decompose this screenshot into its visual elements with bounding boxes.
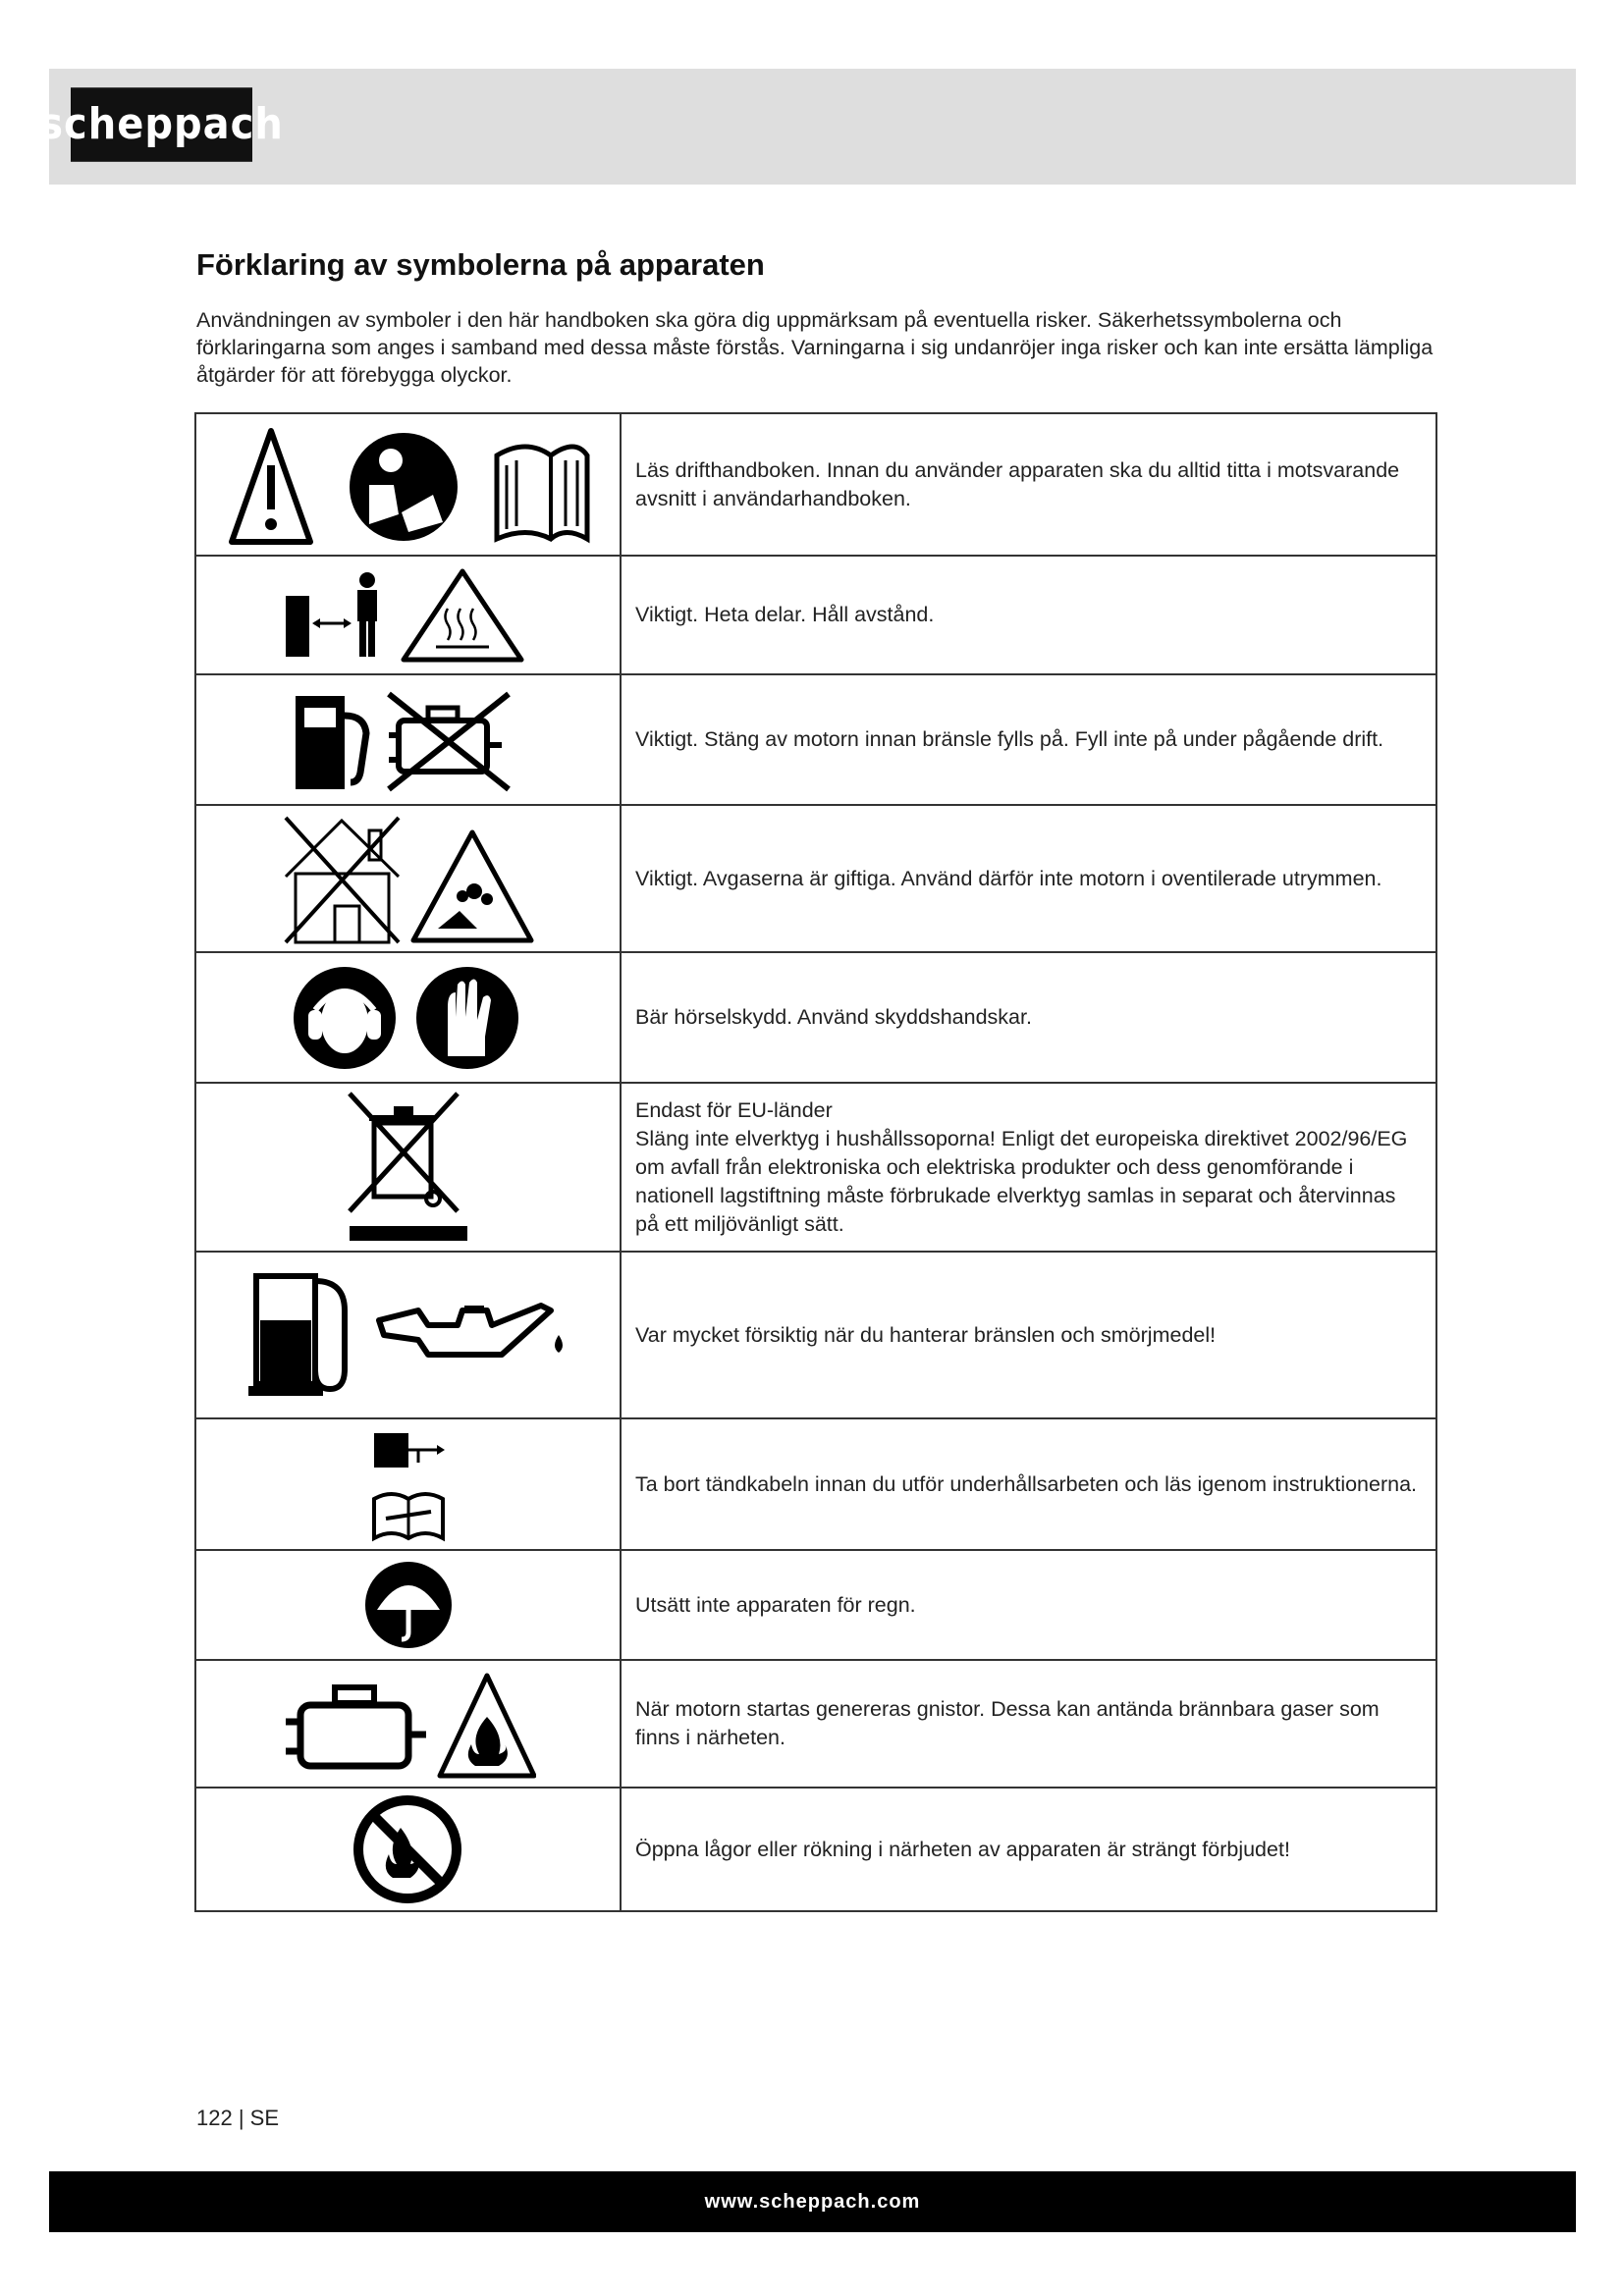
read-manual-icon [350,433,458,541]
no-rain-icon [365,1562,452,1648]
keep-distance-icon [286,572,377,657]
icon-cell [195,556,621,674]
icon-cell [195,674,621,805]
description-cell [621,556,1436,674]
table-row [195,1550,1436,1660]
description-cell [621,1418,1436,1550]
intro-paragraph: Användningen av symboler i den här handboken ska göra dig uppmärksam på eventuella risker. Säkerhetssymbolerna och förklaringarna som anges i samband med dessa måste förstås. Varningarna i sig undanröjer inga risker och kan inte ersätta lämpliga åtgärder för att förebygga olyckor. [196,308,1434,387]
icon-cell [195,1788,621,1911]
icon-cell [195,413,621,556]
engine-off-icon [389,694,509,789]
warning-triangle-icon [232,431,310,542]
table-row [195,1418,1436,1550]
icon-cell [195,1083,621,1252]
footer-bar [49,2171,1576,2232]
open-book-icon [497,447,587,539]
description-text: Ta bort tändkabeln innan du utför underhållsarbeten och läs igenom instruktionerna. [635,1471,1418,1496]
weee-bin-icon [350,1094,467,1241]
footer-url-link[interactable]: www.scheppach.com [704,2190,921,2213]
fuel-pump-icon [248,1276,345,1396]
icon-cell [195,1418,621,1550]
description-cell [621,1252,1436,1418]
description-text: Viktigt. Avgaserna är giftiga. Använd därför inte motorn i oventilerade utrymmen. [635,866,1382,890]
table-row [195,413,1436,556]
description-heading: Endast för EU-länder [635,1097,833,1122]
oil-can-icon [379,1306,563,1355]
table-row [195,1252,1436,1418]
icon-cell [195,805,621,952]
description-text: Läs drifthandboken. Innan du använder apparaten ska du alltid titta i motsvarande avsnitt i användarhandboken. [635,457,1400,510]
brand-logo: scheppach [71,87,252,162]
table-row [195,1788,1436,1911]
table-row [195,952,1436,1083]
description-text: Viktigt. Stäng av motorn innan bränsle fylls på. Fyll inte på under pågående drift. [635,727,1384,751]
fuel-pump-icon [296,696,366,789]
icon-cell [195,1660,621,1788]
description-cell [621,1550,1436,1660]
no-indoor-use-icon [286,818,399,942]
spark-plug-manual-icon [374,1433,445,1538]
page-title: Förklaring av symbolerna på apparaten [196,247,765,282]
description-text: När motorn startas genereras gnistor. Dessa kan antända brännbara gaser som finns i närheten. [635,1697,1380,1749]
table-row [195,556,1436,674]
description-text: Var mycket försiktig när du hanterar bränslen och smörjmedel! [635,1322,1217,1347]
description-cell [621,805,1436,952]
symbols-table [194,412,1437,1912]
hot-surface-warning-icon [404,571,521,660]
engine-icon [286,1687,426,1766]
description-cell [621,1660,1436,1788]
description-text: Viktigt. Heta delar. Håll avstånd. [635,603,935,626]
description-text: Utsätt inte apparaten för regn. [635,1592,916,1617]
icon-cell [195,1550,621,1660]
icon-cell [195,1252,621,1418]
description-cell [621,1083,1436,1252]
table-row [195,805,1436,952]
table-row [195,1660,1436,1788]
toxic-fumes-warning-icon [413,832,531,940]
description-cell [621,1788,1436,1911]
table-row [195,674,1436,805]
page-number: 122 | SE [196,2106,279,2130]
description-text: Bär hörselskydd. Använd skyddshandskar. [635,1005,1032,1029]
fire-warning-icon [440,1676,534,1776]
gloves-icon [416,967,518,1069]
description-cell [621,952,1436,1083]
table-row [195,1083,1436,1252]
description-text: Öppna lågor eller rökning i närheten av apparaten är strängt förbjudet! [635,1837,1290,1861]
icon-cell [195,952,621,1083]
no-open-flame-icon [358,1800,457,1898]
ear-protection-icon [294,967,396,1069]
description-cell [621,674,1436,805]
description-text: Släng inte elverktyg i hushållssoporna! Enligt det europeiska direktivet 2002/96/EG om avfall från elektroniska och elektriska produkter och dess genomförande i nationell lagstiftning måste förbrukade elverktyg samlas in separat och återvinnas på ett miljövänligt sätt. [635,1126,1408,1236]
description-cell [621,413,1436,556]
